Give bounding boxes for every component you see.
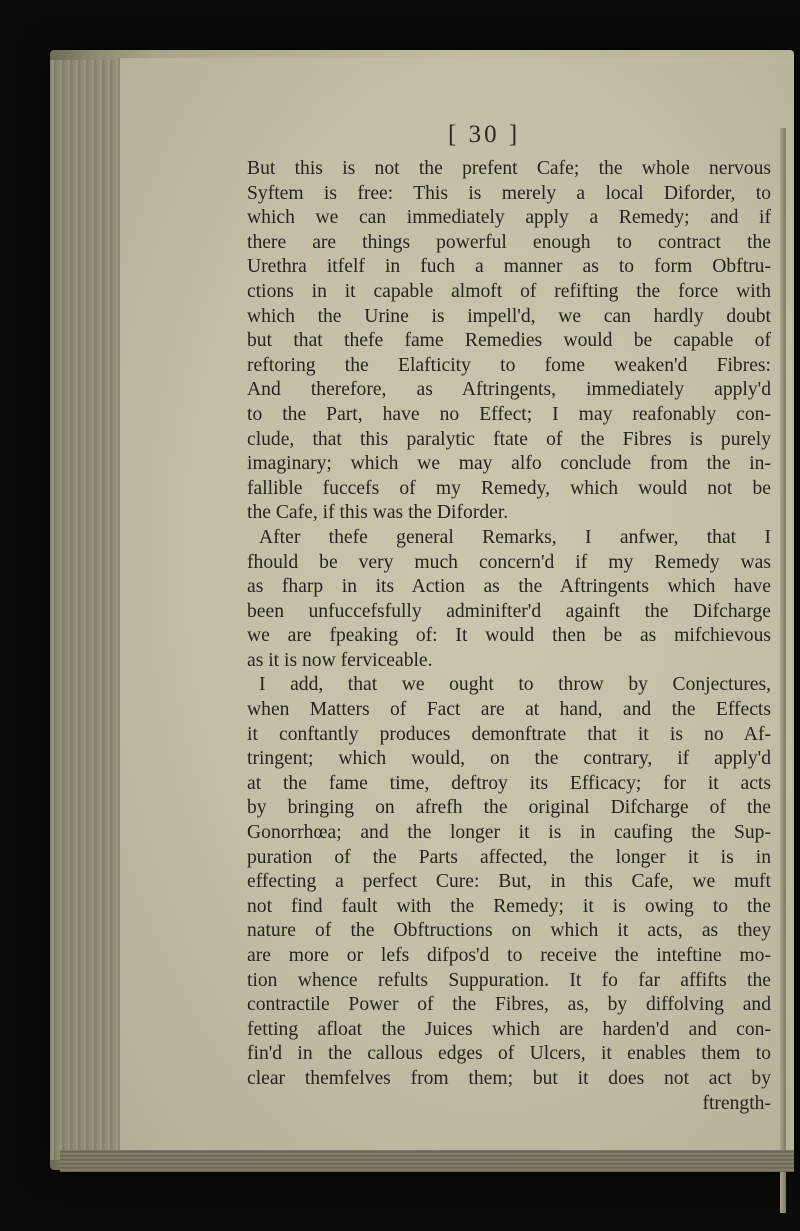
text-line: I add, that we ought to throw by Conjectures, [259, 674, 771, 696]
text-line: Gonorrhœa; and the longer it is in caufing the Sup- [247, 822, 771, 844]
text-line: Syftem is free: This is merely a local Diforder, to [247, 182, 771, 204]
text-line: clear themfelves from them; but it does not act by [247, 1067, 771, 1089]
text-line: reftoring the Elafticity to fome weaken'd Fibres: [247, 354, 771, 376]
text-line: But this is not the prefent Cafe; the whole nervous [247, 158, 771, 179]
text-line: tion whence refults Suppuration. It fo far affifts the [247, 969, 771, 991]
text-line: imaginary; which we may alfo conclude from the in- [247, 453, 771, 475]
text-line: clude, that this paralytic ftate of the Fibres is purely [247, 428, 771, 450]
text-line: are more or lefs difpos'd to receive the inteftine mo- [247, 945, 771, 966]
text-line: puration of the Parts affected, the longer it is in [247, 846, 771, 868]
page-number: [ 30 ] [448, 121, 521, 148]
text-line: at the fame time, deftroy its Efficacy; for it acts [247, 772, 771, 794]
text-line: as fharp in its Action as the Aftringents which have [247, 576, 771, 598]
text-line: but that thefe fame Remedies would be capable of [247, 330, 771, 352]
text-line: as it is now ferviceable. [247, 649, 433, 671]
body-text [247, 157, 771, 1116]
text-line: ctions in it capable almoft of refifting the force with [247, 280, 771, 302]
text-line: After thefe general Remarks, I anfwer, that I [259, 526, 771, 548]
text-line: there are things powerful enough to contract the [247, 231, 771, 253]
page-edge [780, 128, 786, 1213]
text-line: fin'd in the callous edges of Ulcers, it enables them to [247, 1043, 771, 1065]
text-line: not find fault with the Remedy; it is owing to the [247, 895, 771, 917]
page-stack-bottom [60, 1150, 794, 1172]
text-line: which the Urine is impell'd, we can hardly doubt [247, 305, 771, 327]
text-line: we are fpeaking of: It would then be as mifchievous [247, 625, 771, 647]
text-line: to the Part, have no Effect; I may reafonably con- [247, 403, 771, 425]
text-line: contractile Power of the Fibres, as, by diffolving and [247, 994, 771, 1016]
text-line: nature of the Obftructions on which it acts, as they [247, 920, 771, 942]
text-line: when Matters of Fact are at hand, and the Effects [247, 699, 771, 721]
book-gutter [50, 60, 120, 1160]
text-line: which we can immediately apply a Remedy; and if [247, 207, 771, 229]
text-line: it conftantly produces demonftrate that it is no Af- [247, 723, 771, 745]
text-line: And therefore, as Aftringents, immediately apply'd [247, 379, 771, 401]
text-line: fallible fuccefs of my Remedy, which would not be [247, 477, 771, 499]
text-line: Urethra itfelf in fuch a manner as to form Obftru- [247, 256, 771, 278]
text-line: fhould be very much concern'd if my Remedy was [247, 551, 771, 573]
text-line: fetting afloat the Juices which are harden'd and con- [247, 1018, 771, 1040]
text-line: the Cafe, if this was the Diforder. [247, 502, 509, 524]
text-line: by bringing on afrefh the original Difcharge of the [247, 797, 771, 819]
text-line: effecting a perfect Cure: But, in this Cafe, we muft [247, 871, 771, 893]
catchword: ftrength- [702, 1092, 771, 1114]
text-line: tringent; which would, on the contrary, if apply'd [247, 748, 771, 770]
text-line: been unfuccefsfully adminifter'd againft the Difcharge [247, 600, 771, 622]
